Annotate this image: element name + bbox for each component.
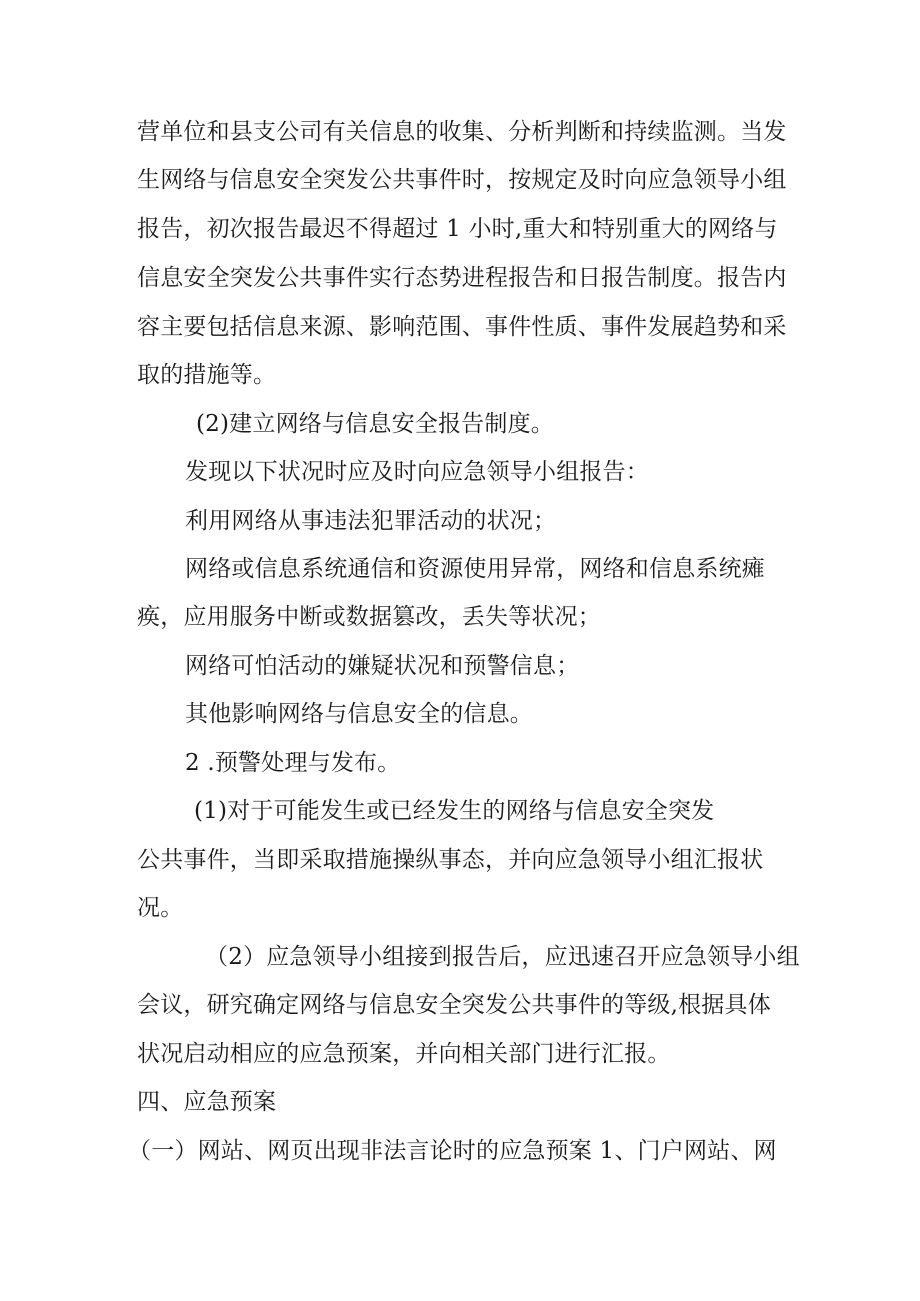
paragraph-line: 会议，研究确定网络与信息安全突发公共事件的等级,根据具体 [137,992,771,1018]
list-item: 网络可怕活动的嫌疑状况和预警信息； [185,653,580,679]
paragraph-line: (1)对于可能发生或已经发生的网络与信息安全突发 [194,798,715,824]
paragraph-line: 生网络与信息安全突发公共事件时，按规定及时向应急领导小组 [137,167,787,193]
paragraph-line: 信息安全突发公共事件实行态势进程报告和日报告制度。报告内 [137,265,787,291]
paragraph-line: 公共事件，当即采取措施操纵事态，并向应急领导小组汇报状 [137,847,764,873]
section-heading: (2)建立网络与信息安全报告制度。 [196,411,554,437]
list-item-continuation: 痪，应用服务中断或数据篡改，丢失等状况； [137,604,601,630]
paragraph-line: 容主要包括信息来源、影响范围、事件性质、事件发展趋势和采 [137,314,787,340]
paragraph-line: （2）应急领导小组接到报告后，应迅速召开应急领导小组 [205,944,800,970]
list-item: 其他影响网络与信息安全的信息。 [185,701,533,727]
list-item: 利用网络从事违法犯罪活动的状况； [185,508,557,534]
paragraph-line: 状况启动相应的应急预案，并向相关部门进行汇报。 [137,1041,671,1067]
paragraph-line: 营单位和县支公司有关信息的收集、分析判断和持续监测。当发 [137,119,787,145]
list-item: 网络或信息系统通信和资源使用异常，网络和信息系统瘫 [185,556,765,582]
section-heading: 2 .预警处理与发布。 [185,750,401,776]
paragraph-line: 取的措施等。 [137,362,277,388]
subsection-heading: （一）网站、网页出现非法言论时的应急预案 1、门户网站、网 [128,1138,777,1164]
paragraph-line: 报告，初次报告最迟不得超过 1 小时,重大和特别重大的网络与 [137,216,778,242]
chapter-heading: 四、应急预案 [137,1089,277,1115]
paragraph-line: 况。 [137,895,184,921]
paragraph-line: 发现以下状况时应及时向应急领导小组报告： [185,459,649,485]
